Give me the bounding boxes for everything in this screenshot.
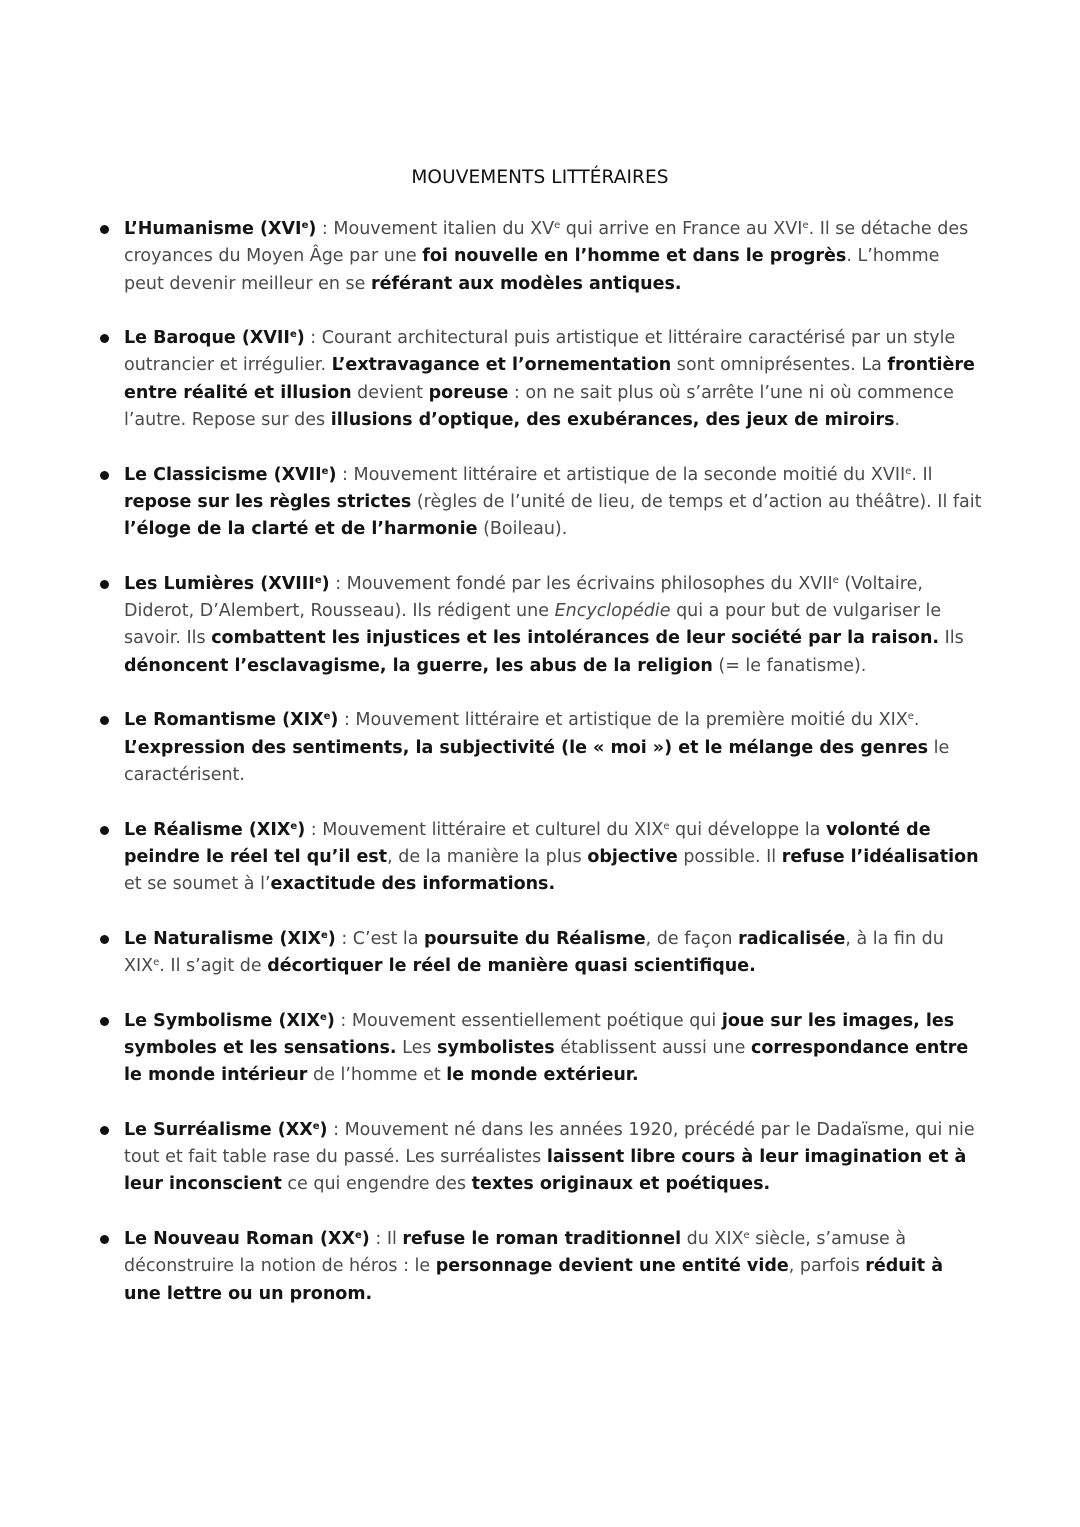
movement-name: Le Surréalisme (XXe) — [124, 1119, 328, 1140]
list-item: Le Symbolisme (XIXe) : Mouvement essentiellement poétique qui joue sur les images, les symboles et les sensations. Les symbolistes établissent aussi une correspondance entre le monde intérieur de l’homme et le monde extérieur. — [124, 1008, 984, 1090]
movement-period: XIX — [256, 819, 291, 840]
movement-name: Le Naturalisme (XIXe) — [124, 928, 336, 949]
list-item: Le Naturalisme (XIXe) : C’est la poursuite du Réalisme, de façon radicalisée, à la fin du XIXe. Il s’agit de décortiquer le réel de manière quasi scientifique. — [124, 926, 984, 981]
movement-period: XX — [327, 1228, 355, 1249]
bullet-icon — [100, 1126, 109, 1135]
movement-description: Mouvement né dans les années 1920, précédé par le Dadaïsme, qui nie tout et fait table rase du passé. Les surréalistes laissent libre cours à leur imagination et à leur inconscient ce qui engendre des textes originaux et poétiques. — [124, 1119, 975, 1195]
movement-period: XVIII — [268, 573, 315, 594]
movement-description: Mouvement essentiellement poétique qui joue sur les images, les symboles et les sensations. Les symbolistes établissent aussi une correspondance entre le monde intérieur de l’homme et le monde extérieur. — [124, 1010, 969, 1086]
list-item: Le Baroque (XVIIe) : Courant architectural puis artistique et littéraire caractérisé par un style outrancier et irrégulier. L’extravagance et l’ornementation sont omniprésentes. La frontière entre réalité et illusion devient poreuse : on ne sait plus où s’arrête l’une ni où commence l’autre. Repose sur des illusions d’optique, des exubérances, des jeux de miroirs. — [124, 325, 984, 434]
list-item: Le Classicisme (XVIIe) : Mouvement littéraire et artistique de la seconde moitié du XVIIe. Il repose sur les règles strictes (règles de l’unité de lieu, de temps et d’action au théâtre). Il fait l’éloge de la clarté et de l’harmonie (Boileau). — [124, 462, 984, 544]
movement-period: XIX — [287, 928, 321, 949]
movement-description: Il refuse le roman traditionnel du XIXe siècle, s’amuse à déconstruire la notion de héros : le personnage devient une entité vide, parfois réduit à une lettre ou un pronom. — [124, 1228, 944, 1304]
list-item: Le Romantisme (XIXe) : Mouvement littéraire et artistique de la première moitié du XIXe. L’expression des sentiments, la subjectivité (le « moi ») et le mélange des genres le caractérisent. — [124, 707, 984, 789]
bullet-icon — [100, 334, 109, 343]
bullet-icon — [100, 716, 109, 725]
movement-description: Courant architectural puis artistique et littéraire caractérisé par un style outrancier et irrégulier. L’extravagance et l’ornementation sont omniprésentes. La frontière entre réalité et illusion devient poreuse : on ne sait plus où s’arrête l’une ni où commence l’autre. Repose sur des illusions d’optique, des exubérances, des jeux de miroirs. — [124, 328, 975, 431]
bullet-icon — [100, 1017, 109, 1026]
list-item: Les Lumières (XVIIIe) : Mouvement fondé par les écrivains philosophes du XVIIe (Voltaire, Diderot, D’Alembert, Rousseau). Ils rédigent une Encyclopédie qui a pour but de vulgariser le savoir. Ils combattent les injustices et les intolérances de leur société par la raison. Ils dénoncent l’esclavagisme, la guerre, les abus de la religion (= le fanatisme). — [124, 571, 984, 680]
list-item: Le Surréalisme (XXe) : Mouvement né dans les années 1920, précédé par le Dadaïsme, qui nie tout et fait table rase du passé. Les surréalistes laissent libre cours à leur imagination et à leur inconscient ce qui engendre des textes originaux et poétiques. — [124, 1117, 984, 1199]
movement-name: Le Réalisme (XIXe) — [124, 819, 306, 840]
movement-description: Mouvement fondé par les écrivains philosophes du XVIIe (Voltaire, Diderot, D’Alembert, Rousseau). Ils rédigent une Encyclopédie qui a pour but de vulgariser le savoir. Ils combattent les injustices et les intolérances de leur société par la raison. Ils dénoncent l’esclavagisme, la guerre, les abus de la religion (= le fanatisme). — [124, 573, 964, 676]
bullet-icon — [100, 580, 109, 589]
movement-name: Le Symbolisme (XIXe) — [124, 1010, 335, 1031]
movement-period: XVII — [281, 464, 322, 485]
movement-description: C’est la poursuite du Réalisme, de façon radicalisée, à la fin du XIXe. Il s’agit de décortiquer le réel de manière quasi scientifique. — [124, 928, 944, 977]
movement-description: Mouvement littéraire et artistique de la première moitié du XIXe. L’expression des sentiments, la subjectivité (le « moi ») et le mélange des genres le caractérisent. — [124, 710, 950, 785]
movement-description: Mouvement italien du XVe qui arrive en France au XVIe. Il se détache des croyances du Moyen Âge par une foi nouvelle en l’homme et dans le progrès. L’homme peut devenir meilleur en se référant aux modèles antiques. — [124, 219, 969, 294]
bullet-icon — [100, 1235, 109, 1244]
movement-period: XVI — [268, 219, 302, 239]
movement-name: Le Nouveau Roman (XXe) — [124, 1228, 370, 1249]
bullet-icon — [100, 826, 109, 835]
movement-period: XIX — [286, 1010, 321, 1031]
bullet-icon — [100, 225, 109, 234]
movement-name: Le Romantisme (XIXe) — [124, 710, 339, 731]
movement-name: Le Baroque (XVIIe) — [124, 328, 305, 349]
movement-description: Mouvement littéraire et artistique de la seconde moitié du XVIIe. Il repose sur les règles strictes (règles de l’unité de lieu, de temps et d’action au théâtre). Il fait l’éloge de la clarté et de l’harmonie (Boileau). — [124, 464, 982, 540]
page-title: MOUVEMENTS LITTÉRAIRES — [411, 167, 669, 188]
list-item: Le Nouveau Roman (XXe) : Il refuse le roman traditionnel du XIXe siècle, s’amuse à déconstruire la notion de héros : le personnage devient une entité vide, parfois réduit à une lettre ou un pronom. — [124, 1226, 984, 1308]
movement-description: Mouvement littéraire et culturel du XIXe qui développe la volonté de peindre le réel tel qu’il est, de la manière la plus objective possible. Il refuse l’idéalisation et se soumet à l’exactitude des informations. — [124, 819, 979, 895]
bullet-icon — [100, 471, 109, 480]
movement-period: XVII — [249, 328, 290, 349]
movements-list — [124, 216, 984, 1335]
list-item: Le Réalisme (XIXe) : Mouvement littéraire et culturel du XIXe qui développe la volonté de peindre le réel tel qu’il est, de la manière la plus objective possible. Il refuse l’idéalisation et se soumet à l’exactitude des informations. — [124, 817, 984, 899]
movement-name: Les Lumières (XVIIIe) — [124, 573, 330, 594]
movement-name: L’Humanisme (XVIe) — [124, 219, 317, 239]
list-item: L’Humanisme (XVIe) : Mouvement italien du XVe qui arrive en France au XVIe. Il se détache des croyances du Moyen Âge par une foi nouvelle en l’homme et dans le progrès. L’homme peut devenir meilleur en se référant aux modèles antiques. — [124, 216, 984, 298]
movement-name: Le Classicisme (XVIIe) — [124, 464, 337, 485]
movement-period: XX — [285, 1119, 313, 1140]
movement-period: XIX — [290, 710, 324, 731]
bullet-icon — [100, 935, 109, 944]
